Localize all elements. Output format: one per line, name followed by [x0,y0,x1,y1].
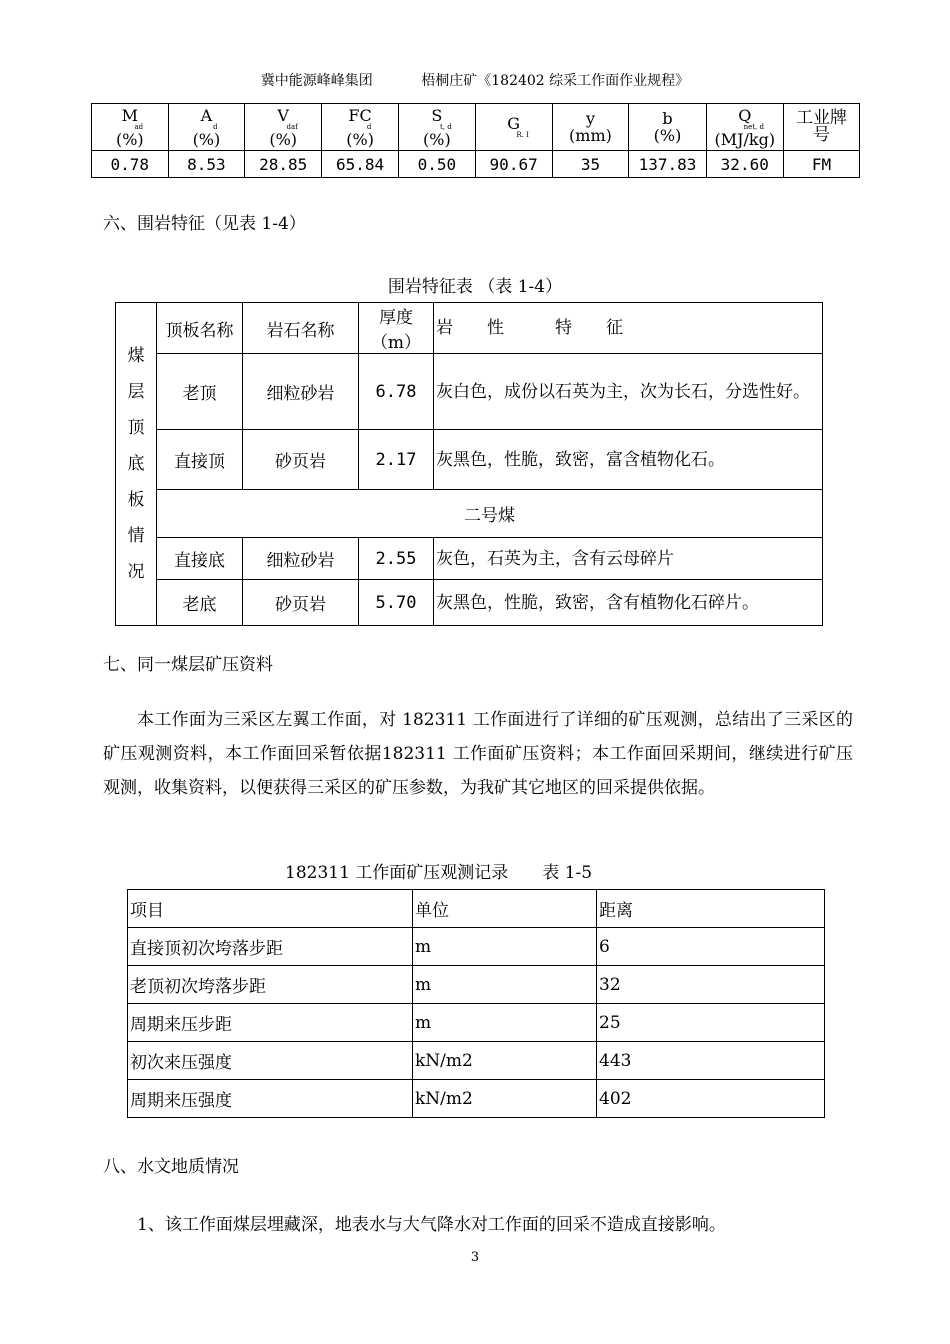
thickness: 2.55 [359,538,434,580]
table-row [92,151,860,178]
value-cell: FM [783,151,859,178]
distance-cell: 32 [597,966,825,1004]
header-cell: y (mm) [552,104,629,151]
table-row [128,928,825,966]
table-row [116,354,823,430]
section-7-paragraph: 本工作面为三采区左翼工作面，对 182311 工作面进行了详细的矿压观测，总结出了三采区的矿压观测资料，本工作面回采暂依据182311 工作面矿压资料；本工作面回采期间，继续进行矿压观测，收集资料，以便获得三采区的矿压参数，为我矿其它地区的回采提供依据。 [103,710,853,798]
roof-name: 老顶 [157,354,243,430]
table-row [128,1042,825,1080]
header-cell: Q net, d (MJ/kg) [706,104,783,151]
thickness: 5.70 [359,580,434,626]
value-cell: 35 [552,151,629,178]
value-cell: 8.53 [168,151,245,178]
table-row [116,580,823,626]
table-1-5-caption: 182311 工作面矿压观测记录 表 1-5 [285,863,593,883]
unit-cell: kN/m2 [413,1042,597,1080]
section-8-item-1: 1、该工作面煤层埋藏深，地表水与大气降水对工作面的回采不造成直接影响。 [137,1215,726,1235]
header-cell: 单位 [413,890,597,928]
surrounding-rock-table [115,302,823,626]
header-cell: 工业牌 号 [783,104,859,151]
item-cell: 老顶初次垮落步距 [128,966,413,1004]
side-label: 煤 层 顶 底 板 情 况 [116,303,157,626]
table-header-row [92,104,860,151]
description: 灰黑色，性脆，致密，富含植物化石。 [434,430,823,490]
value-cell: 0.78 [92,151,169,178]
header-cell: 岩石名称 [243,303,359,354]
section-6-title: 六、围岩特征（见表 1-4） [103,214,306,234]
item-cell: 周期来压强度 [128,1080,413,1118]
thickness: 6.78 [359,354,434,430]
rock-name: 细粒砂岩 [243,538,359,580]
item-cell: 初次来压强度 [128,1042,413,1080]
header-cell: A d (%) [168,104,245,151]
unit-cell: m [413,1004,597,1042]
value-cell: 28.85 [245,151,322,178]
distance-cell: 402 [597,1080,825,1118]
header-cell: FC d (%) [322,104,399,151]
header-cell: 岩 性 特 征 [434,303,823,354]
header-cell: b (%) [629,104,706,151]
floor-name: 直接底 [157,538,243,580]
description: 灰色，石英为主，含有云母碎片 [434,538,823,580]
distance-cell: 443 [597,1042,825,1080]
distance-cell: 6 [597,928,825,966]
table-row [116,538,823,580]
page-number: 3 [470,1250,480,1265]
header-left: 冀中能源峰峰集团 [260,73,373,89]
rock-name: 砂页岩 [243,580,359,626]
header-cell: M ad (%) [92,104,169,151]
roof-name: 直接顶 [157,430,243,490]
page-header [0,70,950,90]
table-header-row [116,303,823,354]
coal-row [116,490,823,538]
header-cell: 距离 [597,890,825,928]
table-row [116,430,823,490]
thickness: 2.17 [359,430,434,490]
unit-cell: kN/m2 [413,1080,597,1118]
header-cell: 厚度（m） [359,303,434,354]
table-row [128,1004,825,1042]
header-cell: 项目 [128,890,413,928]
table-1-4-caption: 围岩特征表 （表 1-4） [387,277,563,297]
value-cell: 32.60 [706,151,783,178]
coal-quality-table [91,103,860,178]
coal-label: 二号煤 [157,490,823,538]
item-cell: 周期来压步距 [128,1004,413,1042]
section-8-title: 八、水文地质情况 [103,1157,239,1177]
rock-name: 细粒砂岩 [243,354,359,430]
value-cell: 65.84 [322,151,399,178]
header-cell: S t, d (%) [399,104,476,151]
description: 灰黑色，性脆，致密，含有植物化石碎片。 [434,580,823,626]
table-row [128,966,825,1004]
value-cell: 137.83 [629,151,706,178]
section-7-title: 七、同一煤层矿压资料 [103,655,273,675]
item-cell: 直接顶初次垮落步距 [128,928,413,966]
unit-cell: m [413,928,597,966]
unit-cell: m [413,966,597,1004]
rock-name: 砂页岩 [243,430,359,490]
distance-cell: 25 [597,1004,825,1042]
table-row [128,1080,825,1118]
table-header-row [128,890,825,928]
header-right: 梧桐庄矿《182402 综采工作面作业规程》 [421,73,690,89]
header-cell: 顶板名称 [157,303,243,354]
pressure-record-table [127,889,825,1118]
description: 灰白色，成份以石英为主，次为长石，分选性好。 [434,354,823,430]
value-cell: 0.50 [399,151,476,178]
header-cell: G R. I [475,104,552,151]
header-cell: V daf (%) [245,104,322,151]
floor-name: 老底 [157,580,243,626]
value-cell: 90.67 [475,151,552,178]
